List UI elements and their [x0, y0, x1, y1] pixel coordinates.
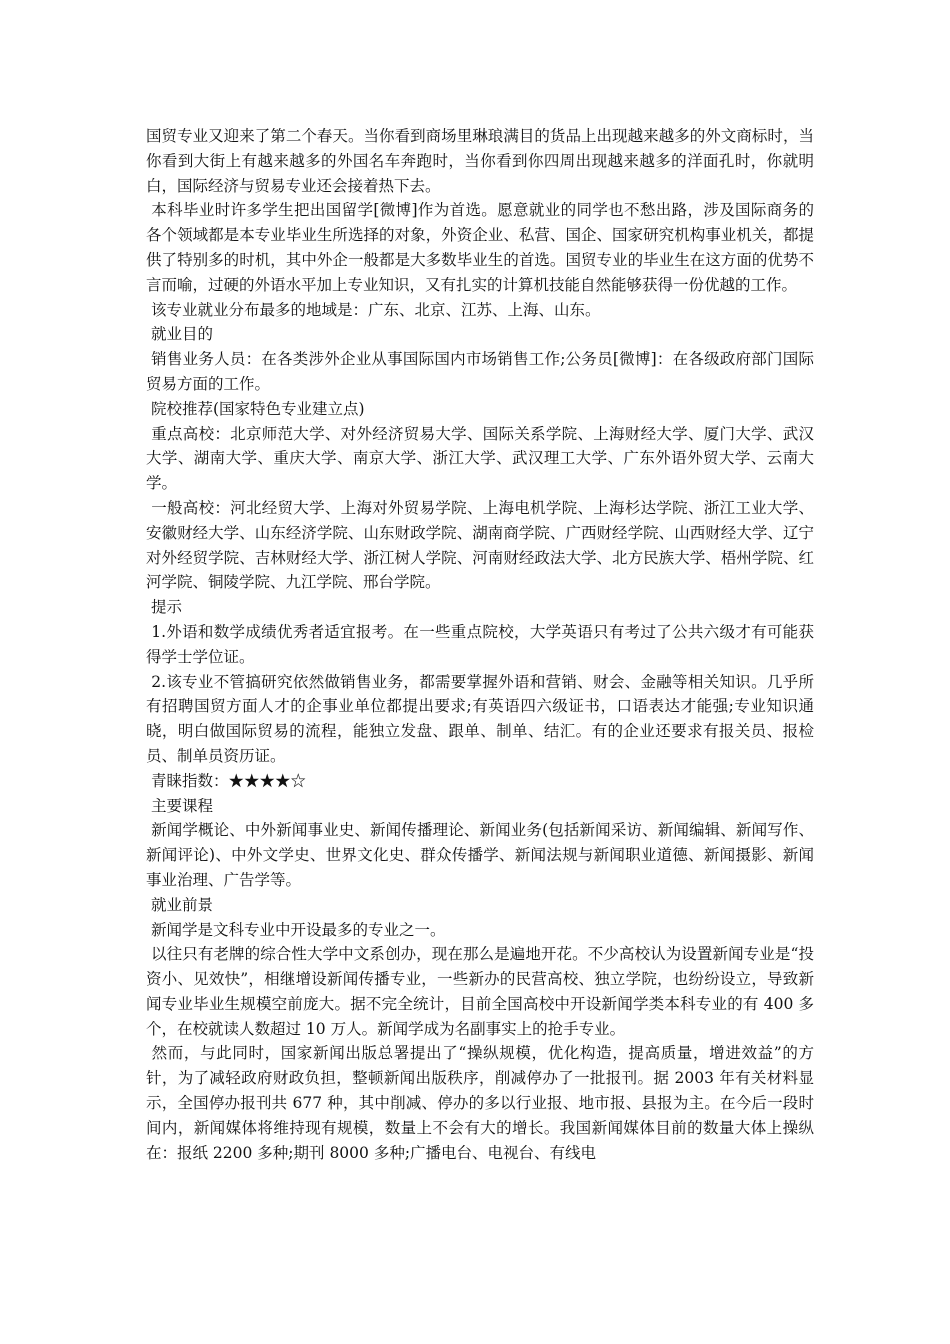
document-body [146, 124, 814, 1165]
paragraph-courses-list: 新闻学概论、中外新闻事业史、新闻传播理论、新闻业务(包括新闻采访、新闻编辑、新闻写作、新闻评论)、中外文学史、世界文化史、群众传播学、新闻法规与新闻职业道德、新闻摄影、新闻事业治理、广告学等。 [146, 821, 814, 889]
paragraph-employment-regions: 该专业就业分布最多的地域是：广东、北京、江苏、上海、山东。 [146, 300, 601, 319]
paragraph-general-universities: 一般高校：河北经贸大学、上海对外贸易学院、上海电机学院、上海杉达学院、浙江工业大学、安徽财经大学、山东经济学院、山东财政学院、湖南商学院、广西财经学院、山西财经大学、辽宁对外经贸学院、吉林财经大学、浙江树人学院、河南财经政法大学、北方民族大学、梧州学院、红河学院、铜陵学院、九江学院、邢台学院。 [146, 498, 814, 592]
paragraph-journalism-expansion: 以往只有老牌的综合性大学中文系创办，现在那么是遍地开花。不少高校认为设置新闻专业是“投资小、见效快”，相继增设新闻传播专业，一些新办的民营高校、独立学院，也纷纷设立，导致新闻专业毕业生规模空前庞大。据不完全统计，目前全国高校中开设新闻学类本科专业的有 400 多个，在校就读人数超过 10 万人。新闻学成为名副事实上的抢手专业。 [146, 945, 814, 1038]
paragraph-tip-1: 1.外语和数学成绩优秀者适宜报考。在一些重点院校，大学英语只有考过了公共六级才有可能获得学士学位证。 [146, 622, 814, 666]
paragraph-journalism-regulation: 然而，与此同时，国家新闻出版总署提出了“操纵规模，优化构造，提高质量，增进效益”的方针，为了减轻政府财政负担，整顿新闻出版秩序，削减停办了一批报刊。据 2003 年有关材料显示，全国停办报刊共 677 种，其中削减、停办的多以行业报、地市报、县报为主。在今后一段时间内，新闻媒体将维持现有规模，数量上不会有大的增长。我国新闻媒体目前的数量大体上操纵在：报纸 2200 多种;期刊 8000 多种;广播电台、电视台、有线电 [146, 1044, 814, 1162]
heading-employment-target: 就业目的 [146, 325, 213, 344]
rating-index: 青睐指数：★★★★☆ [146, 771, 306, 790]
heading-recommended-schools: 院校推荐(国家特色专业建立点) [146, 399, 365, 418]
paragraph-key-universities: 重点高校：北京师范大学、对外经济贸易大学、国际关系学院、上海财经大学、厦门大学、武汉大学、湖南大学、重庆大学、南京大学、浙江大学、武汉理工大学、广东外语外贸大学、云南大学。 [146, 424, 814, 493]
paragraph-employment-roles: 销售业务人员：在各类涉外企业从事国际国内市场销售工作;公务员[微博]：在各级政府部门国际贸易方面的工作。 [146, 350, 814, 393]
paragraph-tip-2: 2.该专业不管搞研究依然做销售业务，都需要掌握外语和营销、财会、金融等相关知识。几乎所有招聘国贸方面人才的企事业单位都提出要求;有英语四六级证书，口语表达才能强;专业知识通晓，明白做国际贸易的流程，能独立发盘、跟单、制单、结汇。有的企业还要求有报关员、报检员、制单员资历证。 [146, 672, 814, 765]
paragraph-journalism-intro: 新闻学是文科专业中开设最多的专业之一。 [146, 920, 446, 939]
paragraph-graduate-destinations: 本科毕业时许多学生把出国留学[微博]作为首选。愿意就业的同学也不愁出路，涉及国际商务的各个领域都是本专业毕业生所选择的对象，外资企业、私营、国企、国家研究机构事业机关，都提供了特别多的时机，其中外企一般都是大多数毕业生的首选。国贸专业的毕业生在这方面的优势不言而喻，过硬的外语水平加上专业知识，又有扎实的计算机技能自然能够获得一份优越的工作。 [146, 201, 814, 294]
heading-tips: 提示 [146, 598, 182, 617]
paragraph-intro-trade: 国贸专业又迎来了第二个春天。当你看到商场里琳琅满目的货品上出现越来越多的外文商标时，当你看到大街上有越来越多的外国名车奔跑时，当你看到你四周出现越来越多的洋面孔时，你就明白，国际经济与贸易专业还会接着热下去。 [146, 127, 814, 195]
heading-employment-prospects: 就业前景 [146, 895, 213, 914]
heading-main-courses: 主要课程 [146, 796, 213, 815]
